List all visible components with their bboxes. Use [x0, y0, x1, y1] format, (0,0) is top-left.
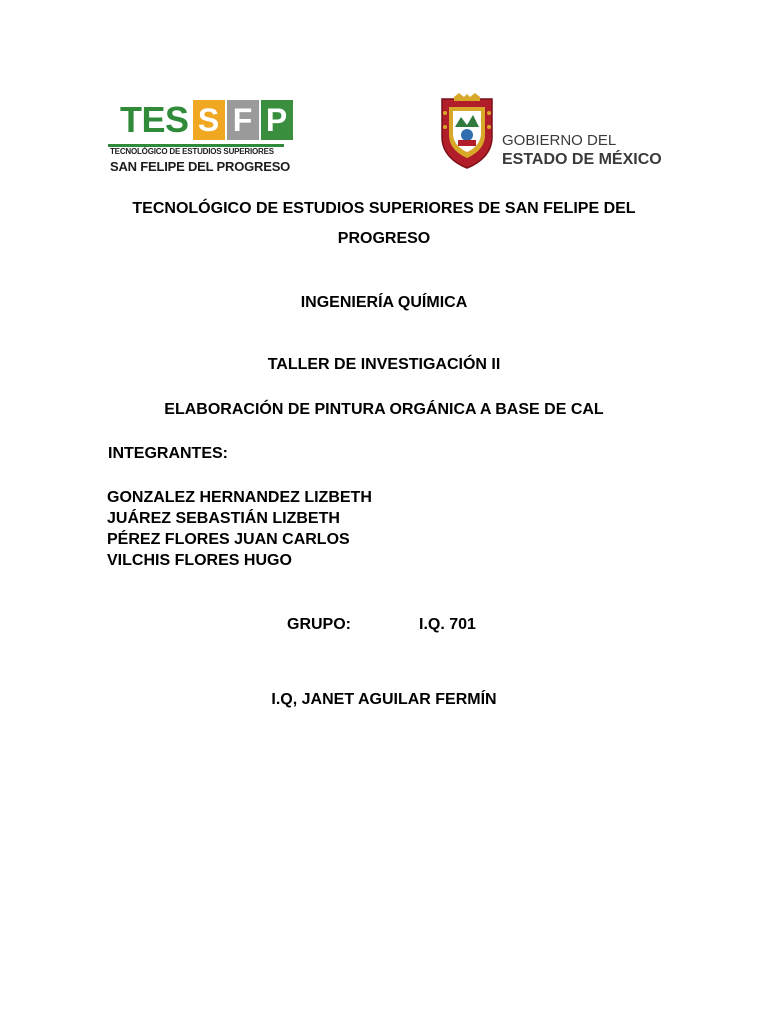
tessfp-logo-tile-f: F — [227, 100, 259, 140]
tessfp-logo-subtitle: TECNOLÓGICO DE ESTUDIOS SUPERIORES — [110, 147, 274, 156]
member-name: JUÁREZ SEBASTIÁN LIZBETH — [107, 510, 340, 527]
member-name: GONZALEZ HERNANDEZ LIZBETH — [107, 489, 372, 506]
members-heading: INTEGRANTES: — [108, 445, 228, 462]
group-label: GRUPO: — [287, 616, 351, 633]
group-value: I.Q. 701 — [419, 616, 476, 633]
state-seal-icon — [436, 93, 498, 169]
teacher-name: I.Q, JANET AGUILAR FERMÍN — [271, 691, 497, 708]
tessfp-logo-tile-p: P — [261, 100, 293, 140]
members-list — [107, 487, 372, 571]
tessfp-logo-place: SAN FELIPE DEL PROGRESO — [110, 159, 291, 174]
course-title: TALLER DE INVESTIGACIÓN II — [267, 356, 501, 373]
career-title: INGENIERÍA QUÍMICA — [300, 294, 468, 311]
project-title: ELABORACIÓN DE PINTURA ORGÁNICA A BASE DE CAL — [164, 401, 604, 418]
government-logo-text — [502, 132, 672, 170]
member-name: PÉREZ FLORES JUAN CARLOS — [107, 531, 350, 548]
institution-line-2: PROGRESO — [337, 230, 431, 247]
tessfp-logo — [108, 98, 291, 178]
tessfp-logo-tile-s: S — [193, 100, 225, 140]
tessfp-logo-mark — [108, 98, 295, 142]
government-logo-line-1: GOBIERNO DEL — [502, 132, 617, 149]
institution-line-1: TECNOLÓGICO DE ESTUDIOS SUPERIORES DE SAN FELIPE DEL — [132, 200, 636, 217]
government-logo-line-2: ESTADO DE MÉXICO — [502, 151, 662, 168]
tessfp-logo-tes: TES — [120, 99, 189, 140]
member-name: VILCHIS FLORES HUGO — [107, 552, 292, 569]
